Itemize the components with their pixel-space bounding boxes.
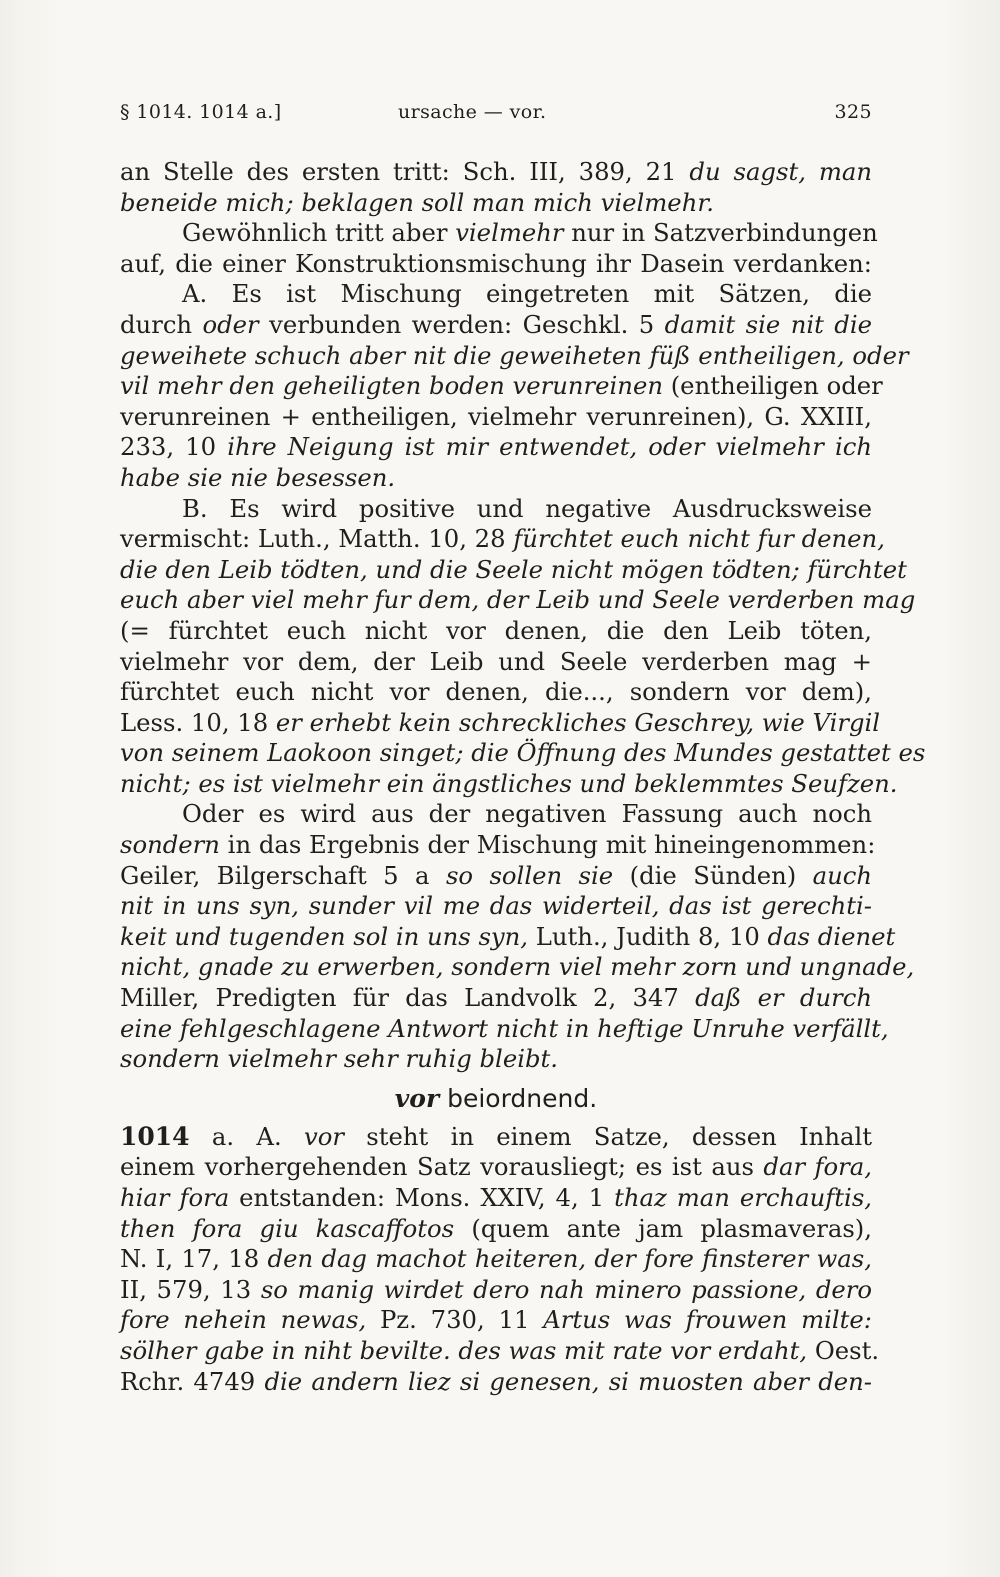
text-line (120, 188, 872, 219)
quotation-text: fore nehein newas, (120, 1305, 367, 1335)
text-line (120, 585, 916, 616)
text-line (120, 157, 872, 188)
text-segment: Geiler, Bilgerschaft 5 a (120, 860, 446, 890)
quotation-text: ihre Neigung ist mir entwendet, oder vielmehr ich (227, 432, 872, 462)
text-line (120, 983, 872, 1014)
text-line (120, 1044, 872, 1075)
quotation-text: nit in uns syn, sunder vil me das widerteil, das ist gerechti- (120, 891, 872, 921)
text-line (120, 463, 872, 494)
running-header (120, 101, 872, 131)
text-segment: vermischt: Luth., Matth. 10, 28 (120, 524, 514, 554)
text-segment: steht in einem Satze, dessen Inhalt (343, 1121, 872, 1151)
quotation-text: fürchtet euch nicht fur denen, (513, 524, 885, 554)
text-line (120, 738, 926, 769)
text-segment: durch (120, 309, 203, 339)
text-line (120, 677, 872, 708)
quotation-text: vor (303, 1121, 344, 1151)
text-line (120, 402, 872, 433)
text-line (120, 1183, 872, 1214)
page-body-text (120, 157, 926, 1397)
quotation-text: vil mehr den geheiligten boden verunreinen (120, 371, 663, 401)
text-segment: verunreinen + entheiligen, vielmehr verunreinen), G. XXIII, (120, 401, 872, 431)
text-segment: II, 579, 13 (120, 1274, 261, 1304)
text-segment: Rchr. 4749 (120, 1366, 265, 1396)
text-segment: Oest. (807, 1335, 880, 1365)
text-segment: B. Es wird positive und negative Ausdrucksweise (182, 493, 872, 523)
text-line (120, 891, 872, 922)
text-line (120, 707, 881, 739)
text-segment: auf, die einer Konstruktionsmischung ihr Dasein verdanken: (120, 248, 872, 278)
quotation-text: habe sie nie besessen. (120, 462, 396, 492)
text-line (120, 1305, 872, 1336)
quotation-text: nicht, gnade zu erwerben, sondern viel mehr zorn und ungnade, (120, 952, 915, 982)
quotation-text: du sagst, man (689, 157, 872, 186)
text-segment: (entheiligen oder (662, 371, 883, 401)
quotation-text: damit sie nit die (664, 309, 873, 339)
quotation-text: so sollen sie (445, 860, 614, 890)
quotation-text: die den Leib tödten, und die Seele nicht mögen tödten; fürchtet (120, 554, 907, 584)
quotation-text: den dag machot heiteren, der fore finsterer was, (267, 1244, 872, 1274)
text-segment: Pz. 730, 11 (366, 1305, 544, 1335)
text-segment: a. A. (189, 1121, 304, 1151)
quotation-text: dar fora, (763, 1152, 872, 1182)
quotation-text: eine fehlgeschlagene Antwort nicht in heftige Unruhe verfällt, (120, 1013, 889, 1043)
quotation-text: von seinem Laokoon singet; die Öffnung des Mundes gestattet es (120, 738, 926, 768)
quotation-text: sondern (120, 830, 220, 860)
quotation-text: die andern liez si genesen, si muosten aber den- (264, 1366, 872, 1396)
text-segment: 233, 10 (120, 432, 228, 462)
text-line (120, 524, 885, 555)
quotation-text: keit und tugenden sol in uns syn, (120, 921, 529, 951)
text-segment: fürchtet euch nicht vor denen, die..., sondern vor dem), (120, 677, 872, 707)
text-segment: nur in Satzverbindungen (563, 218, 878, 248)
text-segment: N. I, 17, 18 (120, 1244, 268, 1274)
text-line (120, 371, 883, 402)
text-line (120, 249, 872, 280)
text-segment: (die Sünden) (613, 860, 813, 890)
quotation-text: euch aber viel mehr fur dem, der Leib und Seele verderben mag (120, 585, 916, 615)
text-line (120, 768, 898, 800)
quotation-text: sölher gabe in niht bevilte. des was mit rate vor erdaht, (120, 1335, 808, 1365)
section-start-line (120, 1122, 872, 1153)
quotation-text: nicht; es ist vielmehr ein ängstliches und beklemmtes Seufzen. (120, 768, 898, 798)
text-line (120, 432, 872, 463)
text-line (120, 1275, 872, 1306)
text-line (120, 218, 878, 249)
text-segment: einem vorhergehenden Satz vorausliegt; es ist aus (120, 1152, 764, 1182)
text-segment: (quem ante jam plasmaveras), (454, 1213, 872, 1243)
text-line (120, 554, 907, 586)
text-segment: Less. 10, 18 (120, 707, 276, 737)
running-title: ursache — vor. (398, 101, 547, 123)
quotation-text: Artus was frouwen milte: (543, 1305, 872, 1335)
section-number: 1014 (120, 1121, 190, 1151)
text-segment: (= fürchtet euch nicht vor denen, die den Leib töten, (120, 615, 872, 645)
text-segment: Luth., Judith 8, 10 (528, 921, 768, 951)
section-heading (120, 1075, 872, 1122)
quotation-text: vor (394, 1083, 440, 1113)
text-line (120, 952, 915, 983)
text-line (120, 1013, 889, 1045)
text-segment: an Stelle des ersten tritt: Sch. III, 389, 21 (120, 157, 690, 186)
quotation-text: sondern vielmehr sehr ruhig bleibt. (120, 1044, 559, 1074)
text-line (120, 1152, 872, 1183)
text-line (120, 1335, 880, 1367)
quotation-text: geweihete schuch aber nit die geweiheten füß entheiligen, oder (120, 340, 909, 370)
text-line (120, 830, 876, 861)
quotation-text: beneide mich; beklagen soll man mich vielmehr. (120, 187, 715, 217)
text-segment: Oder es wird aus der negativen Fassung auch noch (182, 799, 872, 829)
text-segment: verbunden werden: Geschkl. 5 (258, 309, 665, 339)
quotation-text: vielmehr (455, 218, 564, 248)
quotation-text: oder (202, 309, 259, 339)
text-line (120, 1214, 872, 1245)
text-segment: Gewöhnlich tritt aber (182, 218, 456, 248)
text-line (120, 1244, 872, 1275)
text-line (120, 279, 872, 310)
quotation-text: auch (812, 860, 873, 890)
text-line (120, 494, 872, 525)
quotation-text: hiar fora (120, 1183, 230, 1212)
text-segment: Miller, Predigten für das Landvolk 2, 347 (120, 983, 696, 1013)
text-line (120, 861, 872, 892)
text-line (120, 647, 872, 678)
quotation-text: then fora giu kascaffotos (120, 1213, 455, 1243)
text-segment: beiordnend. (439, 1083, 598, 1113)
page-number: 325 (834, 101, 872, 123)
quotation-text: das dienet (767, 921, 896, 951)
quotation-text: thaz man erchauftis, (614, 1183, 873, 1212)
quotation-text: so manig wirdet dero nah minero passione, dero (260, 1274, 872, 1304)
text-line (120, 799, 872, 830)
quotation-text: er erhebt kein schreckliches Geschrey, wie Virgil (275, 707, 881, 737)
text-line (120, 616, 872, 647)
text-line (120, 921, 896, 953)
text-line (120, 310, 872, 341)
text-segment: entstanden: Mons. XXIV, 4, 1 (229, 1183, 615, 1212)
text-line (120, 340, 909, 372)
text-line (120, 1367, 872, 1398)
text-segment: in das Ergebnis der Mischung mit hineingenommen: (219, 830, 876, 860)
text-segment: A. Es ist Mischung eingetreten mit Sätzen, die (182, 279, 872, 309)
text-segment: vielmehr vor dem, der Leib und Seele verderben mag + (120, 646, 872, 676)
quotation-text: daß er durch (695, 983, 872, 1013)
section-reference: § 1014. 1014 a.] (120, 101, 282, 123)
